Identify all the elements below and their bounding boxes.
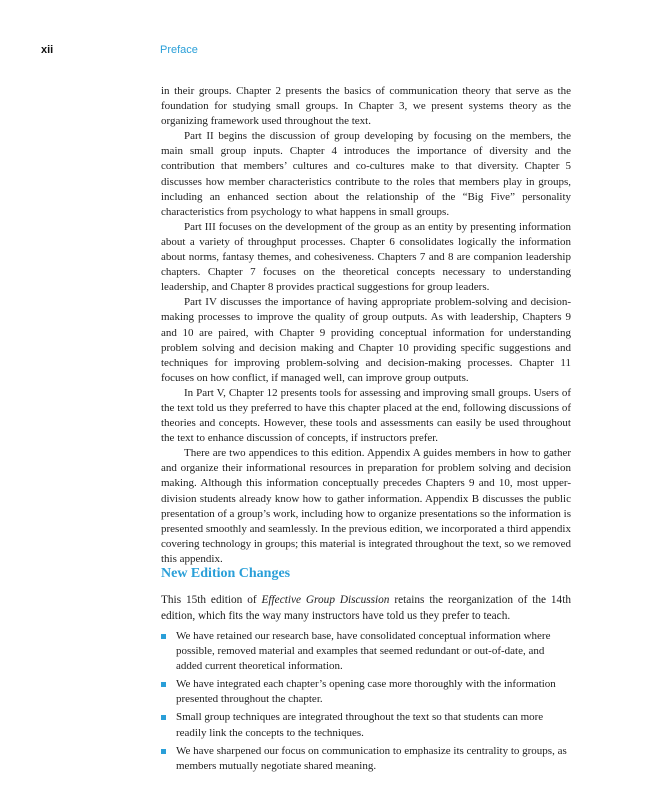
list-item <box>161 710 571 740</box>
paragraph: Part II begins the discussion of group developing by focusing on the members, the main small group inputs. Chapter 4 introduces the importance of diversity and the contribution that members’ cultures and co-cultures make to that diversity. Chapter 5 discusses how member characteristics contribute to the roles that members play in groups, including an enhanced section about the relationship of the “Big Five” personality characteristics from psychology to what happens in small groups. <box>161 130 571 218</box>
running-head <box>41 44 601 58</box>
changes-list <box>161 629 571 777</box>
paragraph: in their groups. Chapter 2 presents the basics of communication theory that serve as the foundation for studying small groups. In Chapter 3, we present systems theory as the organizing framework used throughout the text. <box>161 85 571 128</box>
intro-text-end: retains the reorganization of the 14th edition, which fits the way many instructors have told us they prefer to teach. <box>161 594 571 622</box>
list-item <box>161 677 571 707</box>
page-number: xii <box>41 44 54 56</box>
body-text <box>161 84 571 567</box>
paragraph: Part III focuses on the development of the group as an entity by presenting information about a variety of throughput processes. Chapter 6 consolidates logically the information about norms, fantasy themes, and cohesiveness. Chapters 7 and 8 are companion leadership chapters. Chapter 7 focuses on the theoretical concepts necessary to understanding leadership, and Chapter 8 provides practical suggestions for group leaders. <box>161 220 571 294</box>
square-bullet-icon <box>161 715 166 720</box>
list-item <box>161 629 571 674</box>
list-item-text: We have integrated each chapter’s opening case more thoroughly with the information presented throughout the chapter. <box>176 678 556 706</box>
square-bullet-icon <box>161 682 166 687</box>
paragraph: In Part V, Chapter 12 presents tools for assessing and improving small groups. Users of the text told us they preferred to have this chapter placed at the end, following discussions of theories and concepts. However, these tools and assessments can easily be used throughout the text to enhance discussion of concepts, if instructors prefer. <box>161 386 571 445</box>
list-item <box>161 744 571 774</box>
square-bullet-icon <box>161 749 166 754</box>
section-intro <box>161 592 571 624</box>
list-item-text: We have retained our research base, have consolidated conceptual information where possible, removed material and examples that seemed redundant or out-of-date, and added current theoretical information. <box>176 630 551 673</box>
square-bullet-icon <box>161 634 166 639</box>
intro-text-start: This 15th edition of <box>161 594 262 606</box>
paragraph: There are two appendices to this edition. Appendix A guides members in how to gather and organize their informational resources in preparation for problem solving and decision making. Although this information conceptually precedes Chapters 9 and 10, most upper-division students already know how to gather information. Appendix B discusses the public presentation of a group’s work, including how to organize presentations so the information is presented smoothly and seamlessly. In the previous edition, we incorporated a third appendix covering technology in groups; this material is integrated throughout the text, so we removed this appendix. <box>161 447 571 565</box>
list-item-text: Small group techniques are integrated throughout the text so that students can more readily link the concepts to the techniques. <box>176 711 544 739</box>
paragraph: Part IV discusses the importance of having appropriate problem-solving and decision-making processes to improve the quality of group outputs. As with leadership, Chapters 9 and 10 are paired, with Chapter 9 providing conceptual information for understanding problem solving and decision making and Chapter 10 providing specific suggestions and techniques for improving problem-solving and decision-making processes. Chapter 11 focuses on how conflict, if managed well, can improve group outputs. <box>161 296 571 384</box>
list-item-text: We have sharpened our focus on communication to emphasize its centrality to groups, as members mutually negotiate shared meaning. <box>176 744 567 772</box>
section-heading: New Edition Changes <box>161 566 291 581</box>
running-head-section: Preface <box>160 44 198 56</box>
book-title: Effective Group Discussion <box>261 594 390 606</box>
